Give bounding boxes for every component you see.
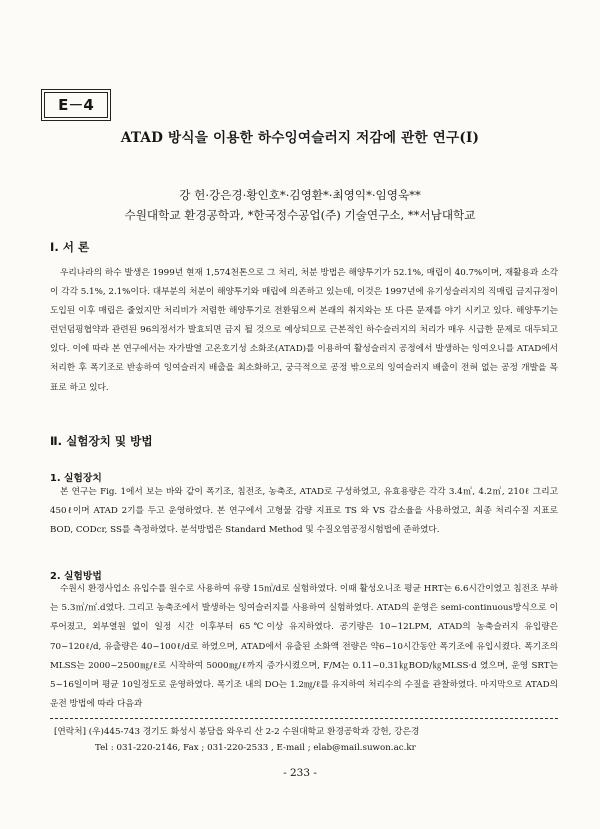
contact-address: [연락처] (우)445-743 경기도 화성시 봉담읍 와우리 산 2-2 수원대학교 환경공학과 강헌, 강은경 — [54, 727, 420, 737]
author-list: 강 헌·강은경·황인호*·김영환*·최영익*·임영욱** — [179, 188, 421, 202]
section-heading-introduction: Ⅰ. 서 론 — [50, 240, 90, 254]
subsection-heading-apparatus: 1. 실험장치 — [50, 473, 102, 484]
contact-phone-email: Tel : 031-220-2146, Fax ; 031-220-2533 , E-mail ; elab@mail.suwon.ac.kr — [95, 743, 416, 753]
introduction-paragraph: 우리나라의 하수 발생은 1999년 현재 1,574천톤으로 그 처리, 처분 방법은 해양투기가 52.1%, 매립이 40.7%이며, 재활용과 소각이 각각 5.1%, 2.1%이다. 대부분의 처분이 해양투기와 매립에 의존하고 있는데, 이것은 1997년에 유기성슬러지의 직매립 금지규정이 도입된 이후 매립은 줄었지만 처리비가 저렴한 해양투기로 전환됨으써 본래의 취지와는 또 다른 문제를 야기 시키고 있다. 해양투기는 런던덤핑협약과 관련된 96의정서가 발효되면 금지 될 것으로 예상되므로 근본적인 하수슬러지의 처리가 매우 시급한 문제로 대두되고 있다. 이에 따라 본 연구에서는 자가발열 고온호기성 소화조(ATAD)를 이용하여 활성슬러지 공정에서 발생하는 잉여오니를 ATAD에서 처리한 후 폭기조로 반송하여 잉여슬러지 배출을 최소화하고, 궁극적으로 공정 밖으로의 잉여슬러지 배출이 전혀 없는 공정 개발을 목표로 하고 있다. — [50, 268, 558, 393]
footnote-divider — [50, 718, 558, 719]
paper-title: ATAD 방식을 이용한 하수잉여슬러지 저감에 관한 연구(Ⅰ) — [120, 130, 480, 146]
apparatus-paragraph: 본 연구는 Fig. 1에서 보는 바와 같이 폭기조, 침전조, 농축조, ATAD로 구성하였고, 유효용량은 각각 3.4㎥, 4.2㎥, 210ℓ 그리고 450ℓ이며 ATAD 2기를 두고 운영하였다. 본 연구에서 고형물 감량 지표로 TS 와 VS 감소율을 사용하였고, 최종 처리수질 지표로BOD, CODcr, SS를 측정하였다. 분석방법은 Standard Method 및 수질오염공정시험법에 준하였다. — [50, 487, 558, 536]
section-heading-methods: Ⅱ. 실험장치 및 방법 — [50, 434, 153, 448]
page-number: - 233 - — [283, 767, 317, 779]
paper-code-box: E－4 — [44, 92, 108, 118]
subsection-heading-method: 2. 실험방법 — [50, 571, 102, 582]
method-paragraph: 수원시 환경사업소 유입수를 원수로 사용하여 유량 15㎥/d로 실험하였다. 이때 활성오니조 평균 HRT는 6.6시간이였고 침전조 부하는 5.3㎥/㎡.d였다. 그리고 농축조에서 발생하는 잉여슬러지를 사용하여 실험하였다. ATAD의 운영은 semi-continuous방식으로 이루어졌고, 외부열원 없이 일정 시간 이후부터 65℃이상 유지하였다. 공기량은 10~12LPM, ATAD의 농축슬러지 유입량은 70~120ℓ/d, 유출량은 40~100ℓ/d로 하였으며, ATAD에서 유출된 소화액 전량은 약6~10시간동안 폭기조에 유입시켰다. 폭기조의 MLSS는 2000~2500㎎/ℓ로 시작하여 5000㎎/ℓ까지 증가시켰으며, F/M는 0.11~0.31㎏BOD/㎏MLSS·d 였으며, 운영 SRT는 5~16일이며 평균 10일정도로 운영하였다. 폭기조 내의 DO는 1.2㎎/ℓ를 유지하여 처리수의 수질을 관찰하였다. 마지막으로 ATAD의 운전 방법에 따라 다음과 — [50, 584, 558, 710]
contact-block — [54, 724, 558, 756]
affiliation-line: 수원대학교 환경공학과, *한국정수공업(주) 기술연구소, **서남대학교 — [124, 208, 476, 222]
